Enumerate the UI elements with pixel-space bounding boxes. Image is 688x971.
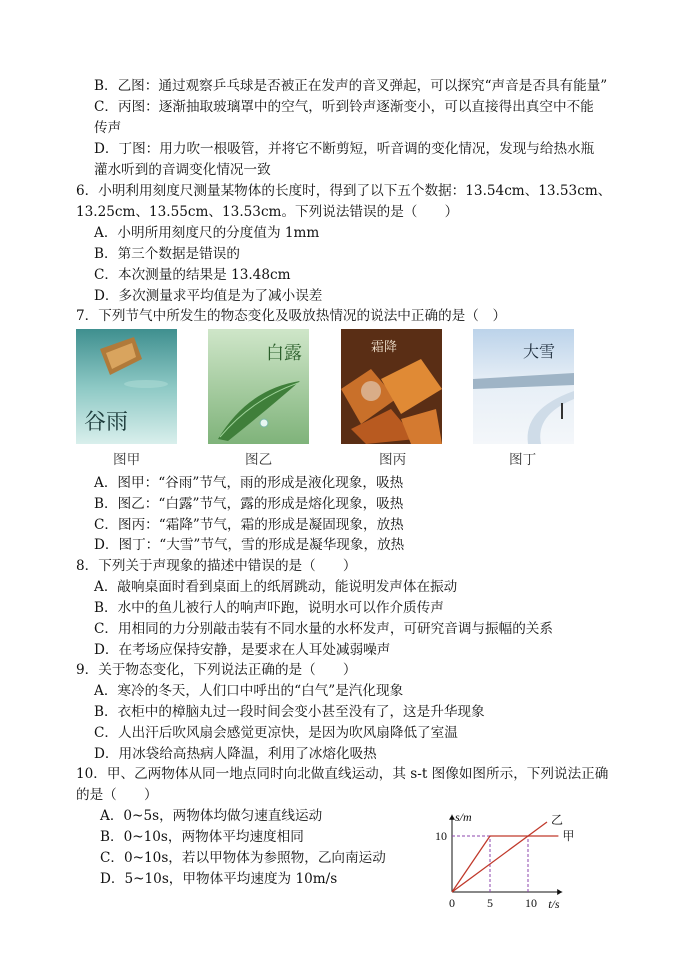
q8-option-a: A．敲响桌面时看到桌面上的纸屑跳动，能说明发声体在振动 — [94, 579, 458, 595]
q6-stem: 6．小明利用刻度尺测量某物体的长度时，得到了以下五个数据：13.54cm、13.53cm、 — [76, 183, 612, 199]
q6-option-c: C．本次测量的结果是 13.48cm — [94, 267, 291, 283]
image-shuangjiang — [341, 329, 442, 444]
q8-option-c: C．用相同的力分别敲击装有不同水量的水杯发声，可研究音调与振幅的关系 — [94, 621, 553, 637]
x-tick-label: 10 — [525, 896, 537, 910]
q9-option-c: C．人出汗后吹风扇会感觉更凉快，是因为吹风扇降低了室温 — [94, 725, 458, 741]
image-daxue — [473, 329, 574, 444]
q10-option-b: B．0~10s，两物体平均速度相同 — [100, 829, 304, 845]
series-line-1 — [452, 822, 547, 892]
q7-option-c: C．图丙：“霜降”节气，霜的形成是凝固现象，放热 — [94, 517, 404, 533]
x-tick-label: 5 — [487, 896, 493, 910]
q10-option-d: D．5~10s，甲物体平均速度为 10m/s — [100, 871, 338, 887]
image-guyu — [76, 329, 177, 444]
shuangjiang-title: 霜降 — [371, 340, 398, 355]
y-axis-label: s/m — [455, 809, 472, 824]
caption-yi: 图乙 — [245, 452, 273, 468]
caption-bing: 图丙 — [379, 452, 407, 468]
series-label-0: 甲 — [562, 829, 575, 843]
q10-stem-cont: 的是（ ） — [76, 787, 158, 803]
q7-stem: 7．下列节气中所发生的物态变化及吸放热情况的说法中正确的是（ ） — [76, 308, 507, 324]
q6-option-a: A．小明所用刻度尺的分度值为 1mm — [94, 225, 320, 241]
q10-stem: 10．甲、乙两物体从同一地点同时向北做直线运动，其 s-t 图像如图所示，下列说法正确 — [76, 766, 609, 782]
q7-option-a: A．图甲：“谷雨”节气，雨的形成是液化现象，吸热 — [94, 475, 404, 491]
daxue-title: 大雪 — [523, 342, 556, 361]
series-label-1: 乙 — [551, 813, 564, 827]
image-bailu — [208, 329, 309, 444]
x-tick-label: 0 — [449, 896, 455, 910]
q9-option-a: A．寒冷的冬天，人们口中呼出的“白气”是汽化现象 — [94, 683, 404, 699]
caption-jia: 图甲 — [113, 452, 141, 468]
q6-option-d: D．多次测量求平均值是为了减小误差 — [94, 288, 323, 304]
q5-option-c: C．丙图：逐渐抽取玻璃罩中的空气，听到铃声逐渐变小，可以直接得出真空中不能 — [94, 99, 594, 115]
series-line-0 — [452, 836, 558, 892]
guyu-title: 谷雨 — [84, 410, 129, 435]
q9-option-d: D．用冰袋给高热病人降温，利用了冰熔化吸热 — [94, 746, 377, 762]
q5-option-d-cont: 灌水听到的音调变化情况一致 — [94, 162, 271, 178]
s-t-graph — [435, 786, 600, 914]
q8-stem: 8．下列关于声现象的描述中错误的是（ ） — [76, 558, 357, 574]
caption-ding: 图丁 — [509, 452, 537, 468]
q5-option-b: B．乙图：通过观察乒乓球是否被正在发声的音叉弹起，可以探究“声音是否具有能量” — [94, 78, 608, 94]
q5-option-c-cont: 传声 — [94, 120, 122, 136]
q9-stem: 9．关于物态变化，下列说法正确的是（ ） — [76, 662, 357, 678]
q6-option-b: B．第三个数据是错误的 — [94, 246, 240, 262]
y-tick-label: 10 — [435, 829, 447, 843]
q5-option-d: D．丁图：用力吹一根吸管，并将它不断剪短，听音调的变化情况，发现与给热水瓶 — [94, 141, 595, 157]
q8-option-b: B．水中的鱼儿被行人的响声吓跑，说明水可以作介质传声 — [94, 600, 444, 616]
q6-stem-cont: 13.25cm、13.55cm、13.53cm。下列说法错误的是（ ） — [76, 204, 459, 220]
q7-option-b: B．图乙：“白露”节气，露的形成是熔化现象，吸热 — [94, 496, 404, 512]
q10-option-c: C．0~10s，若以甲物体为参照物，乙向南运动 — [100, 850, 386, 866]
q10-option-a: A．0~5s，两物体均做匀速直线运动 — [100, 808, 323, 824]
x-axis-label: t/s — [548, 897, 560, 911]
q8-option-d: D．在考场应保持安静，是要求在人耳处减弱噪声 — [94, 642, 391, 658]
bailu-title: 白露 — [266, 343, 302, 364]
q7-option-d: D．图丁：“大雪”节气，雪的形成是凝华现象，放热 — [94, 537, 405, 553]
x-axis-arrow — [557, 889, 562, 895]
q9-option-b: B．衣柜中的樟脑丸过一段时间会变小甚至没有了，这是升华现象 — [94, 704, 485, 720]
